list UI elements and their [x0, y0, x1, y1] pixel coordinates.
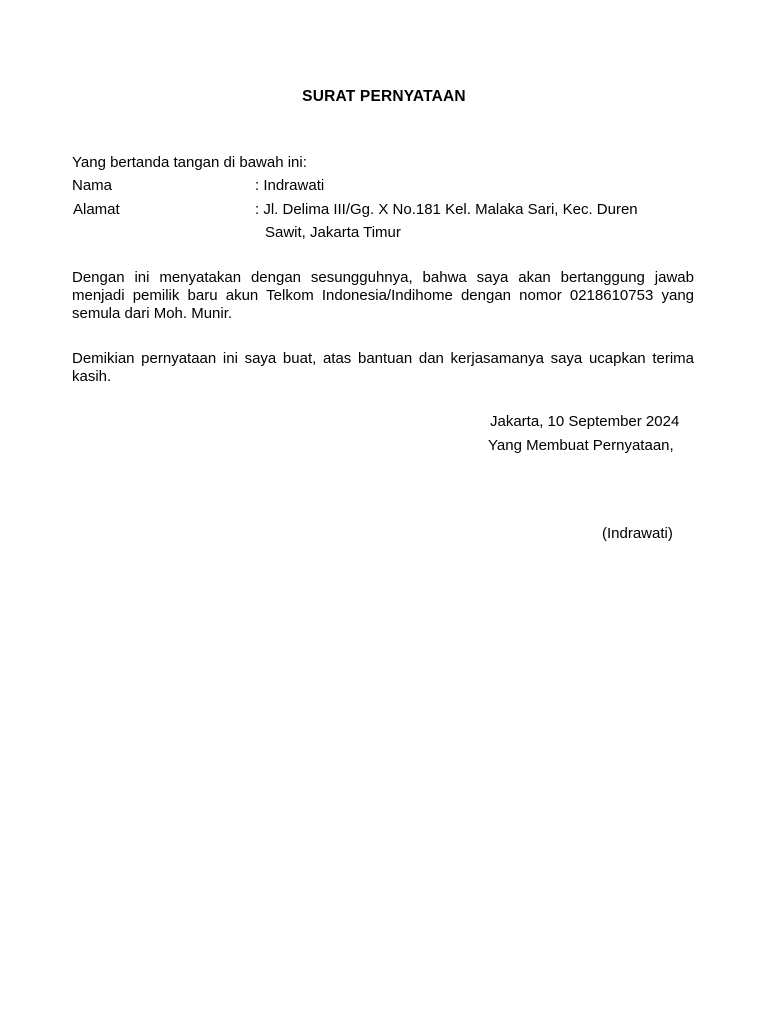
nama-value: : Indrawati	[255, 177, 325, 194]
alamat-value-line1: : Jl. Delima III/Gg. X No.181 Kel. Malaka Sari, Kec. Duren	[255, 201, 638, 218]
alamat-value-line2: Sawit, Jakarta Timur	[265, 224, 401, 241]
signature-role: Yang Membuat Pernyataan,	[488, 437, 674, 454]
statement-paragraph: Dengan ini menyatakan dengan sesungguhnya, bahwa saya akan bertanggung jawab menjadi pemilik baru akun Telkom Indonesia/Indihome dengan nomor 0218610753 yang semula dari Moh. Munir.	[72, 269, 694, 322]
nama-label: Nama	[72, 177, 113, 194]
intro-text: Yang bertanda tangan di bawah ini:	[72, 154, 307, 171]
alamat-label: Alamat	[73, 201, 120, 218]
signature-place-date: Jakarta, 10 September 2024	[490, 413, 680, 430]
signature-name: (Indrawati)	[602, 525, 673, 542]
closing-paragraph: Demikian pernyataan ini saya buat, atas bantuan dan kerjasamanya saya ucapkan terima kasih.	[72, 350, 694, 385]
document-title: SURAT PERNYATAAN	[302, 88, 466, 105]
